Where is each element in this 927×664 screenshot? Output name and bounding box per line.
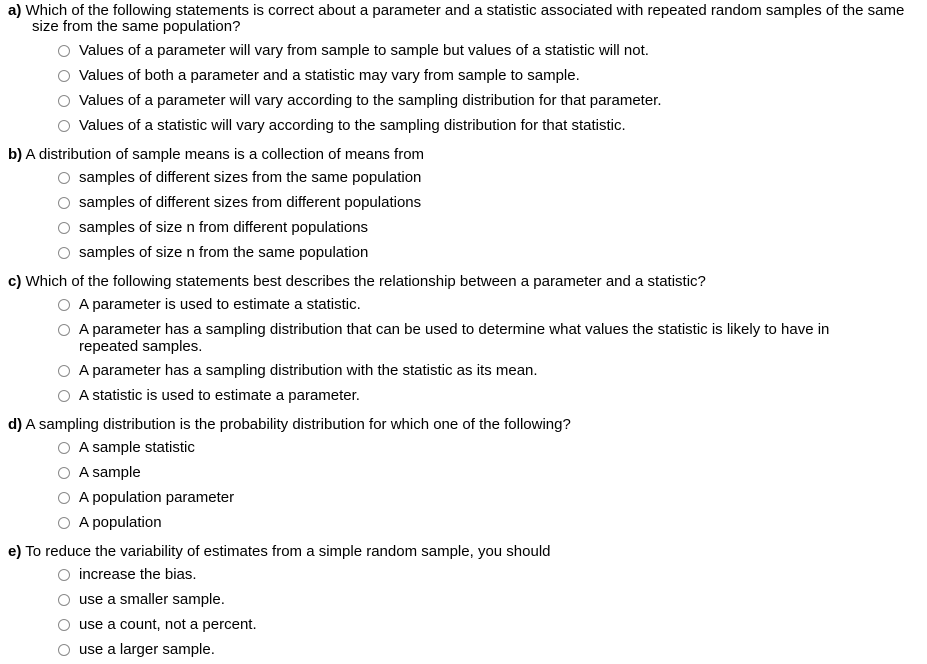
option-label: A sample statistic [79, 439, 195, 456]
question-letter: a) [8, 2, 22, 19]
question-d-stem [8, 417, 571, 433]
question-text: To reduce the variability of estimates from a simple random sample, you should [25, 543, 551, 560]
question-text: A sampling distribution is the probability distribution for which one of the following? [25, 416, 571, 433]
option-label: A sample [79, 464, 141, 481]
radio-button[interactable] [58, 517, 70, 529]
radio-button[interactable] [58, 594, 70, 606]
question-b-stem [8, 147, 424, 163]
option-label: A parameter has a sampling distribution that can be used to determine what values the statistic is likely to have in repeated samples. [79, 321, 830, 355]
radio-button[interactable] [58, 222, 70, 234]
question-c-stem [8, 274, 706, 290]
option-label: Values of a parameter will vary according to the sampling distribution for that parameter. [79, 92, 662, 109]
option-label: A statistic is used to estimate a parameter. [79, 387, 360, 404]
radio-button[interactable] [58, 70, 70, 82]
option-label: A parameter has a sampling distribution with the statistic as its mean. [79, 362, 538, 379]
radio-button[interactable] [58, 197, 70, 209]
option-label: Values of a statistic will vary according to the sampling distribution for that statistic. [79, 117, 626, 134]
option-label: A parameter is used to estimate a statistic. [79, 296, 361, 313]
option-label: A population [79, 514, 162, 531]
option-label: samples of size n from the same population [79, 244, 369, 261]
option-label: samples of different sizes from the same population [79, 169, 422, 186]
radio-button[interactable] [58, 644, 70, 656]
radio-button[interactable] [58, 390, 70, 402]
question-e-stem [8, 544, 551, 560]
radio-button[interactable] [58, 442, 70, 454]
question-text: Which of the following statements is correct about a parameter and a statistic associated with repeated random samples of the same size from the same population? [25, 2, 905, 35]
option-label: Values of a parameter will vary from sample to sample but values of a statistic will not. [79, 42, 649, 59]
radio-button[interactable] [58, 45, 70, 57]
option-label: Values of both a parameter and a statistic may vary from sample to sample. [79, 67, 580, 84]
option-label: A population parameter [79, 489, 235, 506]
radio-button[interactable] [58, 365, 70, 377]
question-text: A distribution of sample means is a collection of means from [25, 146, 425, 163]
question-letter: c) [8, 273, 22, 290]
question-letter: e) [8, 543, 22, 560]
radio-button[interactable] [58, 324, 70, 336]
radio-button[interactable] [58, 569, 70, 581]
radio-button[interactable] [58, 172, 70, 184]
radio-button[interactable] [58, 492, 70, 504]
radio-button[interactable] [58, 299, 70, 311]
radio-button[interactable] [58, 120, 70, 132]
question-a-stem [8, 3, 927, 35]
radio-button[interactable] [58, 247, 70, 259]
option-label: samples of different sizes from different populations [79, 194, 422, 211]
question-letter: b) [8, 146, 23, 163]
question-text: Which of the following statements best describes the relationship between a parameter and a statistic? [25, 273, 706, 290]
question-letter: d) [8, 416, 23, 433]
radio-button[interactable] [58, 467, 70, 479]
option-label: use a smaller sample. [79, 591, 225, 608]
option-label: increase the bias. [79, 566, 197, 583]
option-label: samples of size n from different populations [79, 219, 369, 236]
radio-button[interactable] [58, 95, 70, 107]
radio-button[interactable] [58, 619, 70, 631]
option-label: use a larger sample. [79, 641, 215, 658]
option-label: use a count, not a percent. [79, 616, 257, 633]
